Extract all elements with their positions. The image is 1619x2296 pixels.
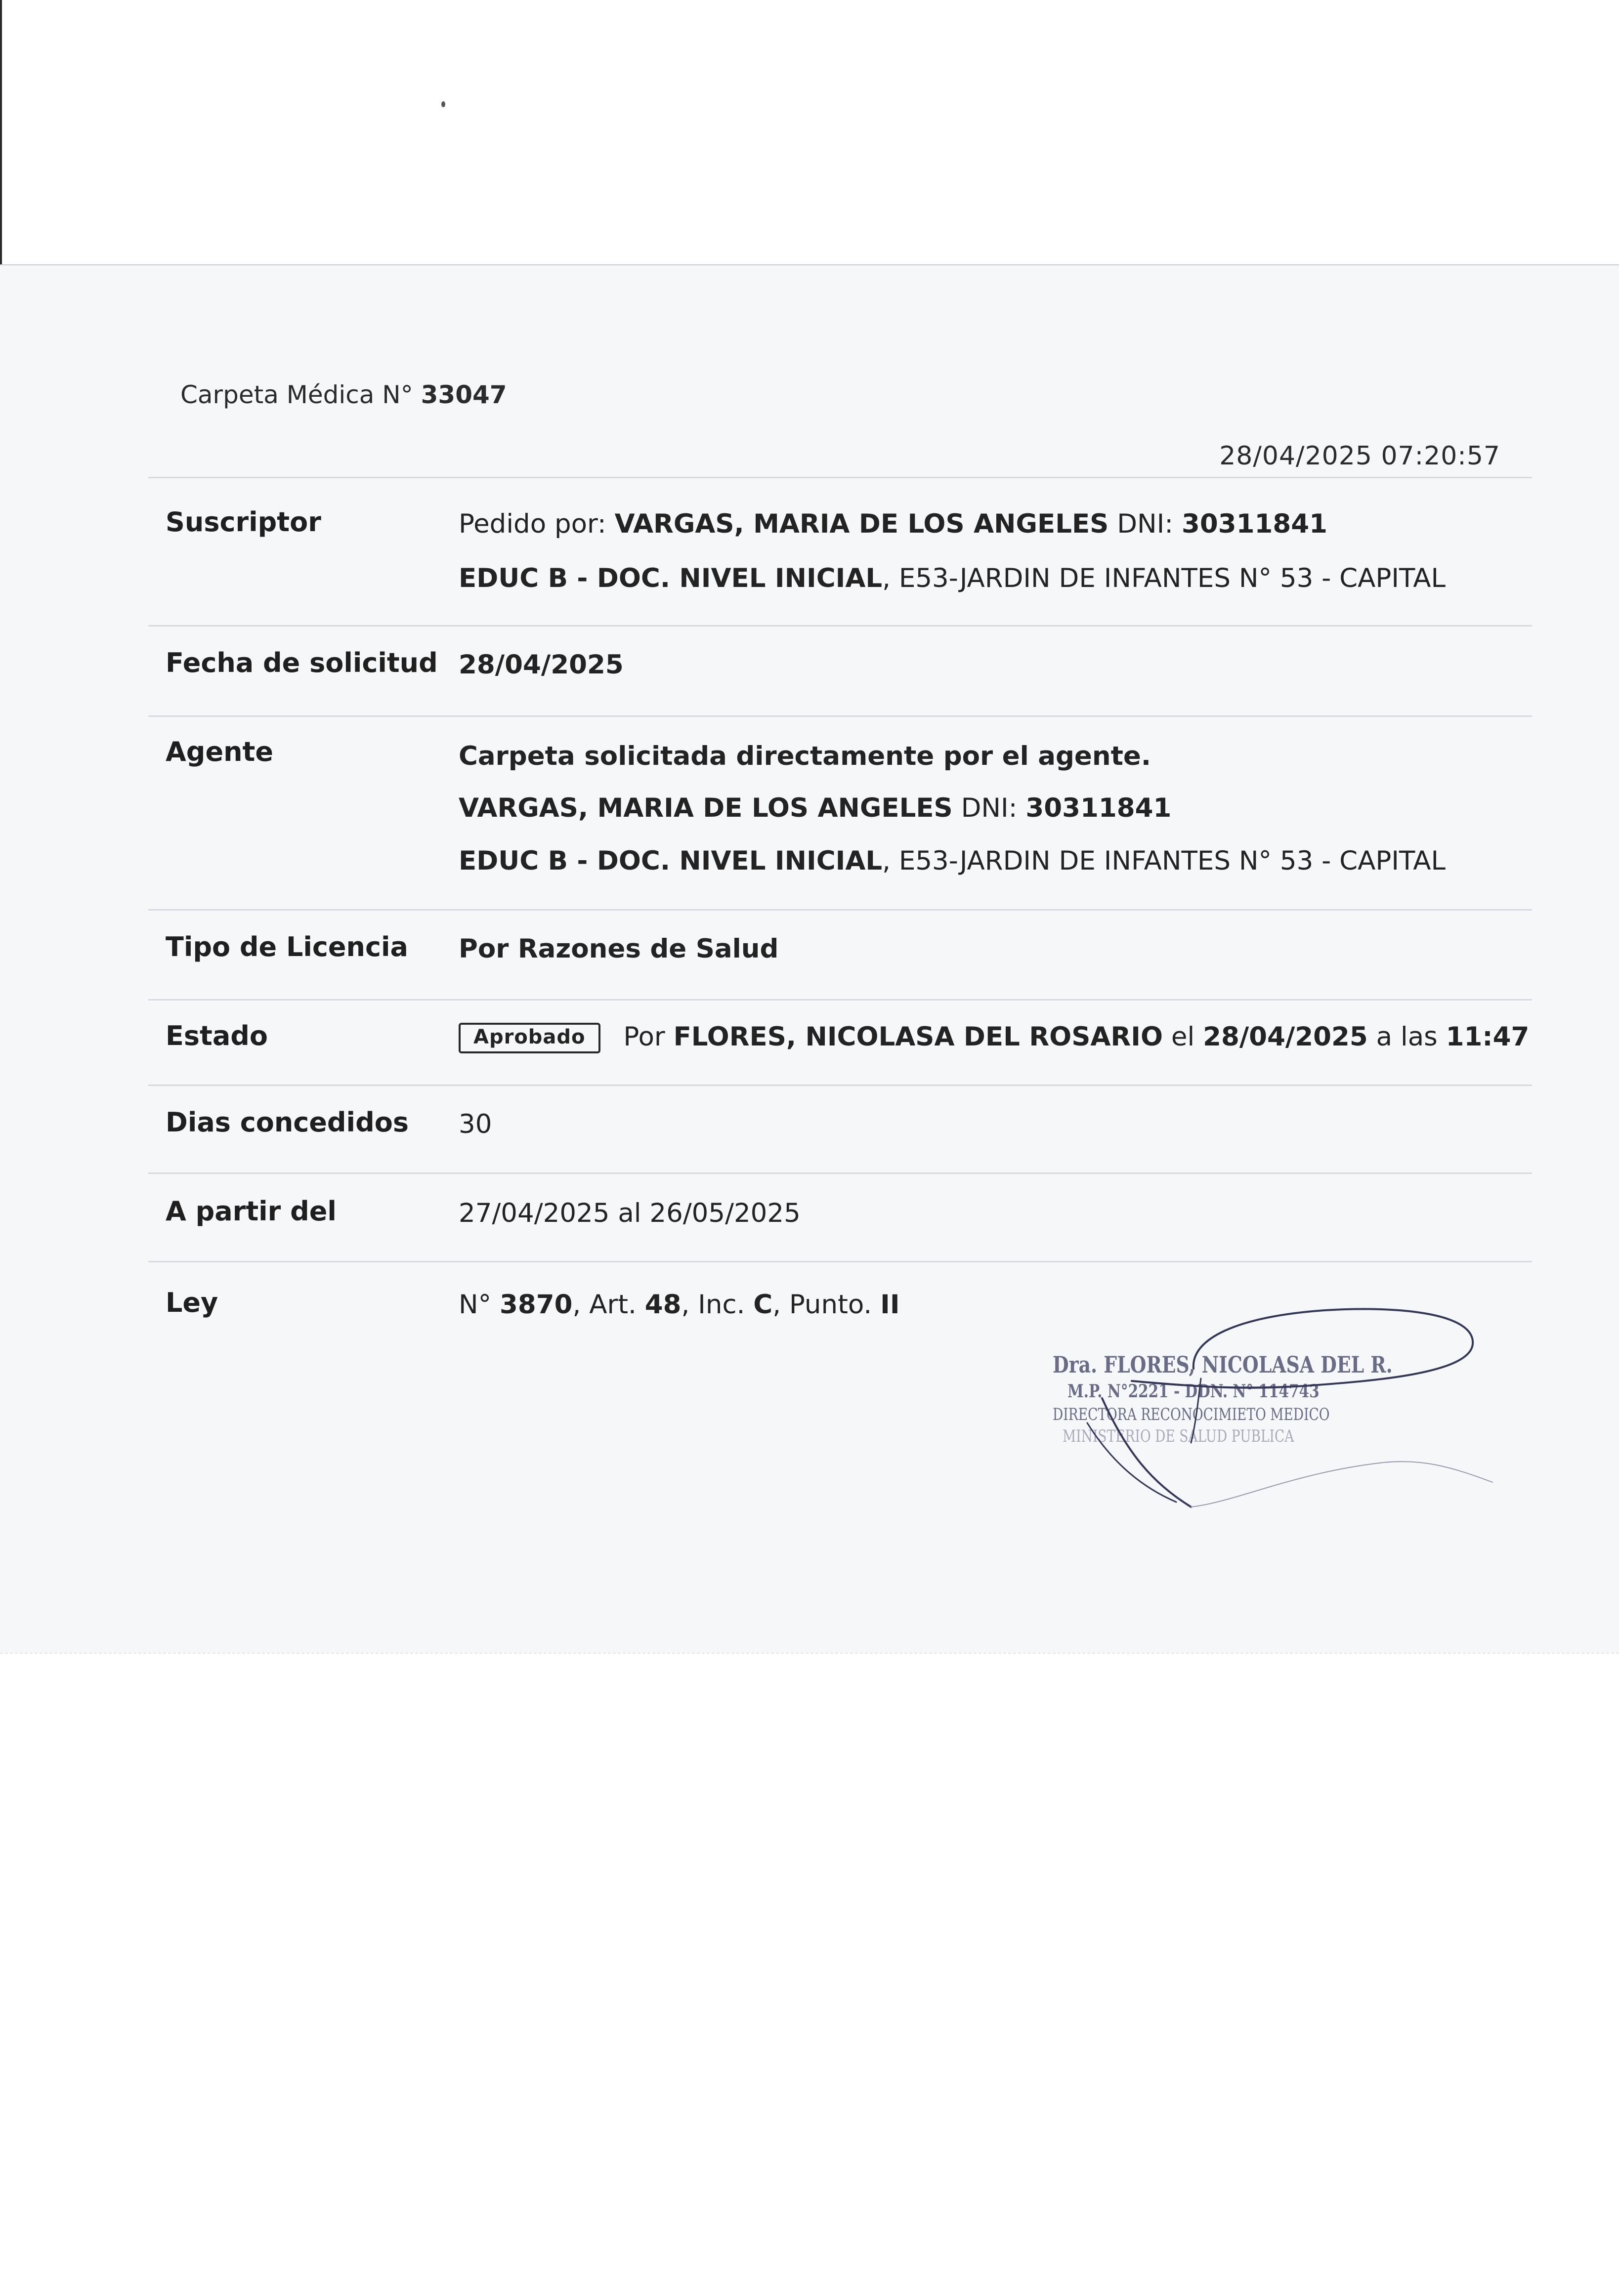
requester-role: EDUC B - DOC. NIVEL INICIAL: [459, 563, 883, 593]
approval-date: 28/04/2025: [1203, 1022, 1368, 1052]
approver-name: FLORES, NICOLASA DEL ROSARIO: [673, 1022, 1163, 1052]
stamp-name: Dra. FLORES, NICOLASA DEL R.: [1053, 1351, 1393, 1378]
dias-label: Dias concedidos: [166, 1107, 409, 1138]
dias-value: 30: [459, 1109, 492, 1139]
punto-label: , Punto.: [772, 1290, 872, 1320]
divider: [148, 625, 1532, 626]
requester-name: VARGAS, MARIA DE LOS ANGELES: [614, 509, 1109, 539]
fecha-value: 28/04/2025: [459, 650, 624, 680]
scan-edge-line: [0, 0, 2, 264]
dni-label: DNI:: [961, 793, 1018, 823]
time-connector: a las: [1376, 1022, 1438, 1052]
tipo-licencia-value: Por Razones de Salud: [459, 934, 779, 964]
ley-number: 3870: [500, 1290, 573, 1320]
divider: [148, 1172, 1532, 1174]
estado-label: Estado: [166, 1020, 268, 1051]
handwritten-signature: [1028, 1275, 1502, 1571]
suscriptor-label: Suscriptor: [166, 506, 321, 538]
agente-line-2: [459, 793, 1171, 823]
art-label: , Art.: [572, 1290, 637, 1320]
scan-top-margin: [0, 0, 1619, 264]
agent-role: EDUC B - DOC. NIVEL INICIAL: [459, 846, 883, 876]
approved-by-prefix: Por: [623, 1022, 665, 1052]
fecha-label: Fecha de solicitud: [166, 647, 438, 678]
stamp-ministry: MINISTERIO DE SALUD PUBLICA: [1063, 1426, 1294, 1446]
header-number: 33047: [421, 380, 507, 409]
agent-dni: 30311841: [1025, 793, 1172, 823]
divider: [148, 715, 1532, 717]
tipo-licencia-label: Tipo de Licencia: [166, 931, 408, 962]
inc-label: , Inc.: [681, 1290, 745, 1320]
header-label: Carpeta Médica N°: [180, 380, 413, 409]
requester-workplace: , E53-JARDIN DE INFANTES N° 53 - CAPITAL: [882, 563, 1446, 593]
date-connector: el: [1171, 1022, 1195, 1052]
document-header: [180, 380, 507, 409]
ley-prefix: N°: [459, 1290, 492, 1320]
art-number: 48: [644, 1290, 682, 1320]
status-badge: Aprobado: [459, 1023, 600, 1053]
scan-speck: [441, 101, 445, 107]
stamp-title: DIRECTORA RECONOCIMIETO MEDICO: [1053, 1405, 1330, 1424]
divider: [148, 477, 1532, 478]
ley-value: [459, 1290, 900, 1320]
divider: [148, 999, 1532, 1001]
requester-dni: 30311841: [1182, 509, 1328, 539]
approval-time: 11:47: [1446, 1022, 1530, 1052]
divider: [148, 1261, 1532, 1262]
suscriptor-line-1: [459, 509, 1327, 539]
agente-line-3: [459, 846, 1446, 876]
dni-label: DNI:: [1117, 509, 1174, 539]
document-timestamp: 28/04/2025 07:20:57: [1219, 441, 1500, 471]
requested-by-prefix: Pedido por:: [459, 509, 606, 539]
agente-label: Agente: [166, 736, 273, 767]
stamp-license: M.P. N°2221 - DDN. N° 114743: [1067, 1381, 1320, 1402]
suscriptor-line-2: [459, 563, 1446, 593]
a-partir-value: 27/04/2025 al 26/05/2025: [459, 1198, 801, 1228]
scan-bottom-margin: [0, 1653, 1619, 2296]
agent-workplace: , E53-JARDIN DE INFANTES N° 53 - CAPITAL: [882, 846, 1446, 876]
agent-name: VARGAS, MARIA DE LOS ANGELES: [459, 793, 953, 823]
divider: [148, 909, 1532, 911]
divider: [148, 1085, 1532, 1086]
ley-label: Ley: [166, 1287, 218, 1318]
inc-value: C: [753, 1290, 773, 1320]
estado-value: [459, 1022, 1529, 1055]
punto-value: II: [880, 1290, 900, 1320]
a-partir-label: A partir del: [166, 1196, 337, 1227]
agente-line-1: Carpeta solicitada directamente por el agente.: [459, 741, 1151, 771]
